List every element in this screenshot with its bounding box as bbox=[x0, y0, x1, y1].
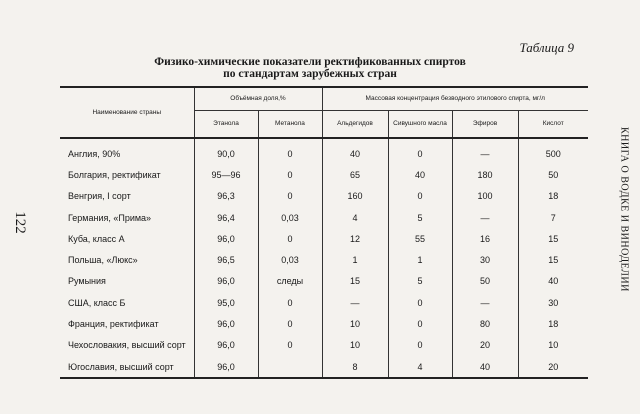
cell-fusel-oil: 0 bbox=[388, 138, 452, 164]
cell-acids: 40 bbox=[518, 271, 588, 292]
cell-fusel-oil: 0 bbox=[388, 186, 452, 207]
cell-methanol: 0 bbox=[258, 313, 322, 334]
cell-ethanol: 95—96 bbox=[194, 164, 258, 185]
cell-fusel-oil: 0 bbox=[388, 292, 452, 313]
table-row bbox=[60, 313, 588, 334]
header-esters: Эфиров bbox=[452, 111, 518, 139]
cell-acids: 7 bbox=[518, 207, 588, 228]
cell-acids: 15 bbox=[518, 228, 588, 249]
running-head: КНИГА О ВОДКЕ И ВИНОДЕЛИИ bbox=[618, 126, 630, 292]
cell-methanol bbox=[258, 356, 322, 378]
cell-name: Куба, класс А bbox=[68, 233, 125, 244]
cell-aldehydes: 10 bbox=[322, 313, 388, 334]
cell-ethanol: 95,0 bbox=[194, 292, 258, 313]
cell-aldehydes: 160 bbox=[322, 186, 388, 207]
cell-name: Польша, «Люкс» bbox=[68, 255, 138, 266]
cell-esters: 50 bbox=[452, 271, 518, 292]
cell-name: Болгария, ректификат bbox=[68, 169, 161, 180]
header-volume-group: Объёмная доля,% bbox=[194, 87, 322, 111]
cell-name: Югославия, высший сорт bbox=[68, 361, 174, 372]
table-row bbox=[60, 228, 588, 249]
header-aldehydes: Альдегидов bbox=[322, 111, 388, 139]
table-title-line-1: Физико-химические показатели ректификованных спиртов bbox=[154, 56, 466, 68]
cell-aldehydes: 10 bbox=[322, 335, 388, 356]
cell-esters: 30 bbox=[452, 249, 518, 270]
cell-fusel-oil: 1 bbox=[388, 249, 452, 270]
cell-aldehydes: 65 bbox=[322, 164, 388, 185]
cell-esters: 180 bbox=[452, 164, 518, 185]
cell-methanol: следы bbox=[258, 271, 322, 292]
cell-fusel-oil: 0 bbox=[388, 335, 452, 356]
cell-methanol: 0,03 bbox=[258, 249, 322, 270]
cell-methanol: 0 bbox=[258, 164, 322, 185]
cell-acids: 500 bbox=[518, 138, 588, 164]
cell-methanol: 0 bbox=[258, 228, 322, 249]
cell-name: США, класс Б bbox=[68, 297, 126, 308]
cell-ethanol: 96,0 bbox=[194, 356, 258, 378]
cell-aldehydes: 1 bbox=[322, 249, 388, 270]
cell-name: Венгрия, I сорт bbox=[68, 191, 131, 202]
spirits-table bbox=[60, 86, 588, 379]
cell-name: Франция, ректификат bbox=[68, 319, 159, 330]
page-number: 122 bbox=[11, 211, 28, 234]
table-title-line-2: по стандартам зарубежных стран bbox=[223, 68, 397, 80]
cell-acids: 10 bbox=[518, 335, 588, 356]
cell-name: Англия, 90% bbox=[68, 148, 121, 159]
cell-aldehydes: 8 bbox=[322, 356, 388, 378]
cell-name: Чехословакия, высший сорт bbox=[68, 340, 186, 351]
cell-methanol: 0 bbox=[258, 335, 322, 356]
cell-acids: 18 bbox=[518, 186, 588, 207]
cell-acids: 15 bbox=[518, 249, 588, 270]
cell-esters: 80 bbox=[452, 313, 518, 334]
table-title bbox=[140, 56, 480, 80]
cell-esters: — bbox=[452, 207, 518, 228]
cell-fusel-oil: 55 bbox=[388, 228, 452, 249]
cell-aldehydes: 4 bbox=[322, 207, 388, 228]
cell-name: Германия, «Прима» bbox=[68, 212, 152, 223]
table-row bbox=[60, 186, 588, 207]
cell-esters: — bbox=[452, 138, 518, 164]
cell-methanol: 0 bbox=[258, 292, 322, 313]
cell-aldehydes: 40 bbox=[322, 138, 388, 164]
cell-aldehydes: — bbox=[322, 292, 388, 313]
cell-ethanol: 96,4 bbox=[194, 207, 258, 228]
cell-ethanol: 96,0 bbox=[194, 271, 258, 292]
header-methanol: Метанола bbox=[258, 111, 322, 139]
header-fusel-oil: Сивушного масла bbox=[388, 111, 452, 139]
cell-methanol: 0,03 bbox=[258, 207, 322, 228]
cell-fusel-oil: 0 bbox=[388, 313, 452, 334]
header-mass-group: Массовая концентрация безводного этилового спирта, мг/л bbox=[322, 87, 588, 111]
table-row bbox=[60, 249, 588, 270]
cell-ethanol: 96,0 bbox=[194, 313, 258, 334]
cell-esters: 20 bbox=[452, 335, 518, 356]
header-name: Наименование страны bbox=[92, 108, 162, 116]
cell-esters: — bbox=[452, 292, 518, 313]
table-row bbox=[60, 138, 588, 164]
cell-acids: 50 bbox=[518, 164, 588, 185]
cell-methanol: 0 bbox=[258, 138, 322, 164]
cell-ethanol: 96,0 bbox=[194, 335, 258, 356]
table-row bbox=[60, 271, 588, 292]
cell-esters: 40 bbox=[452, 356, 518, 378]
table-number-label: Таблица 9 bbox=[519, 40, 574, 55]
cell-acids: 20 bbox=[518, 356, 588, 378]
cell-aldehydes: 12 bbox=[322, 228, 388, 249]
cell-fusel-oil: 4 bbox=[388, 356, 452, 378]
table-row bbox=[60, 335, 588, 356]
cell-fusel-oil: 5 bbox=[388, 271, 452, 292]
cell-fusel-oil: 5 bbox=[388, 207, 452, 228]
header-acids: Кислот bbox=[518, 111, 588, 139]
cell-aldehydes: 15 bbox=[322, 271, 388, 292]
cell-methanol: 0 bbox=[258, 186, 322, 207]
cell-acids: 18 bbox=[518, 313, 588, 334]
cell-name: Румыния bbox=[68, 276, 106, 287]
table-row bbox=[60, 356, 588, 378]
cell-ethanol: 96,3 bbox=[194, 186, 258, 207]
table-row bbox=[60, 164, 588, 185]
cell-esters: 16 bbox=[452, 228, 518, 249]
cell-esters: 100 bbox=[452, 186, 518, 207]
cell-ethanol: 96,0 bbox=[194, 228, 258, 249]
table-row bbox=[60, 292, 588, 313]
table-row bbox=[60, 207, 588, 228]
cell-ethanol: 96,5 bbox=[194, 249, 258, 270]
cell-ethanol: 90,0 bbox=[194, 138, 258, 164]
cell-acids: 30 bbox=[518, 292, 588, 313]
header-ethanol: Этанола bbox=[194, 111, 258, 139]
cell-fusel-oil: 40 bbox=[388, 164, 452, 185]
